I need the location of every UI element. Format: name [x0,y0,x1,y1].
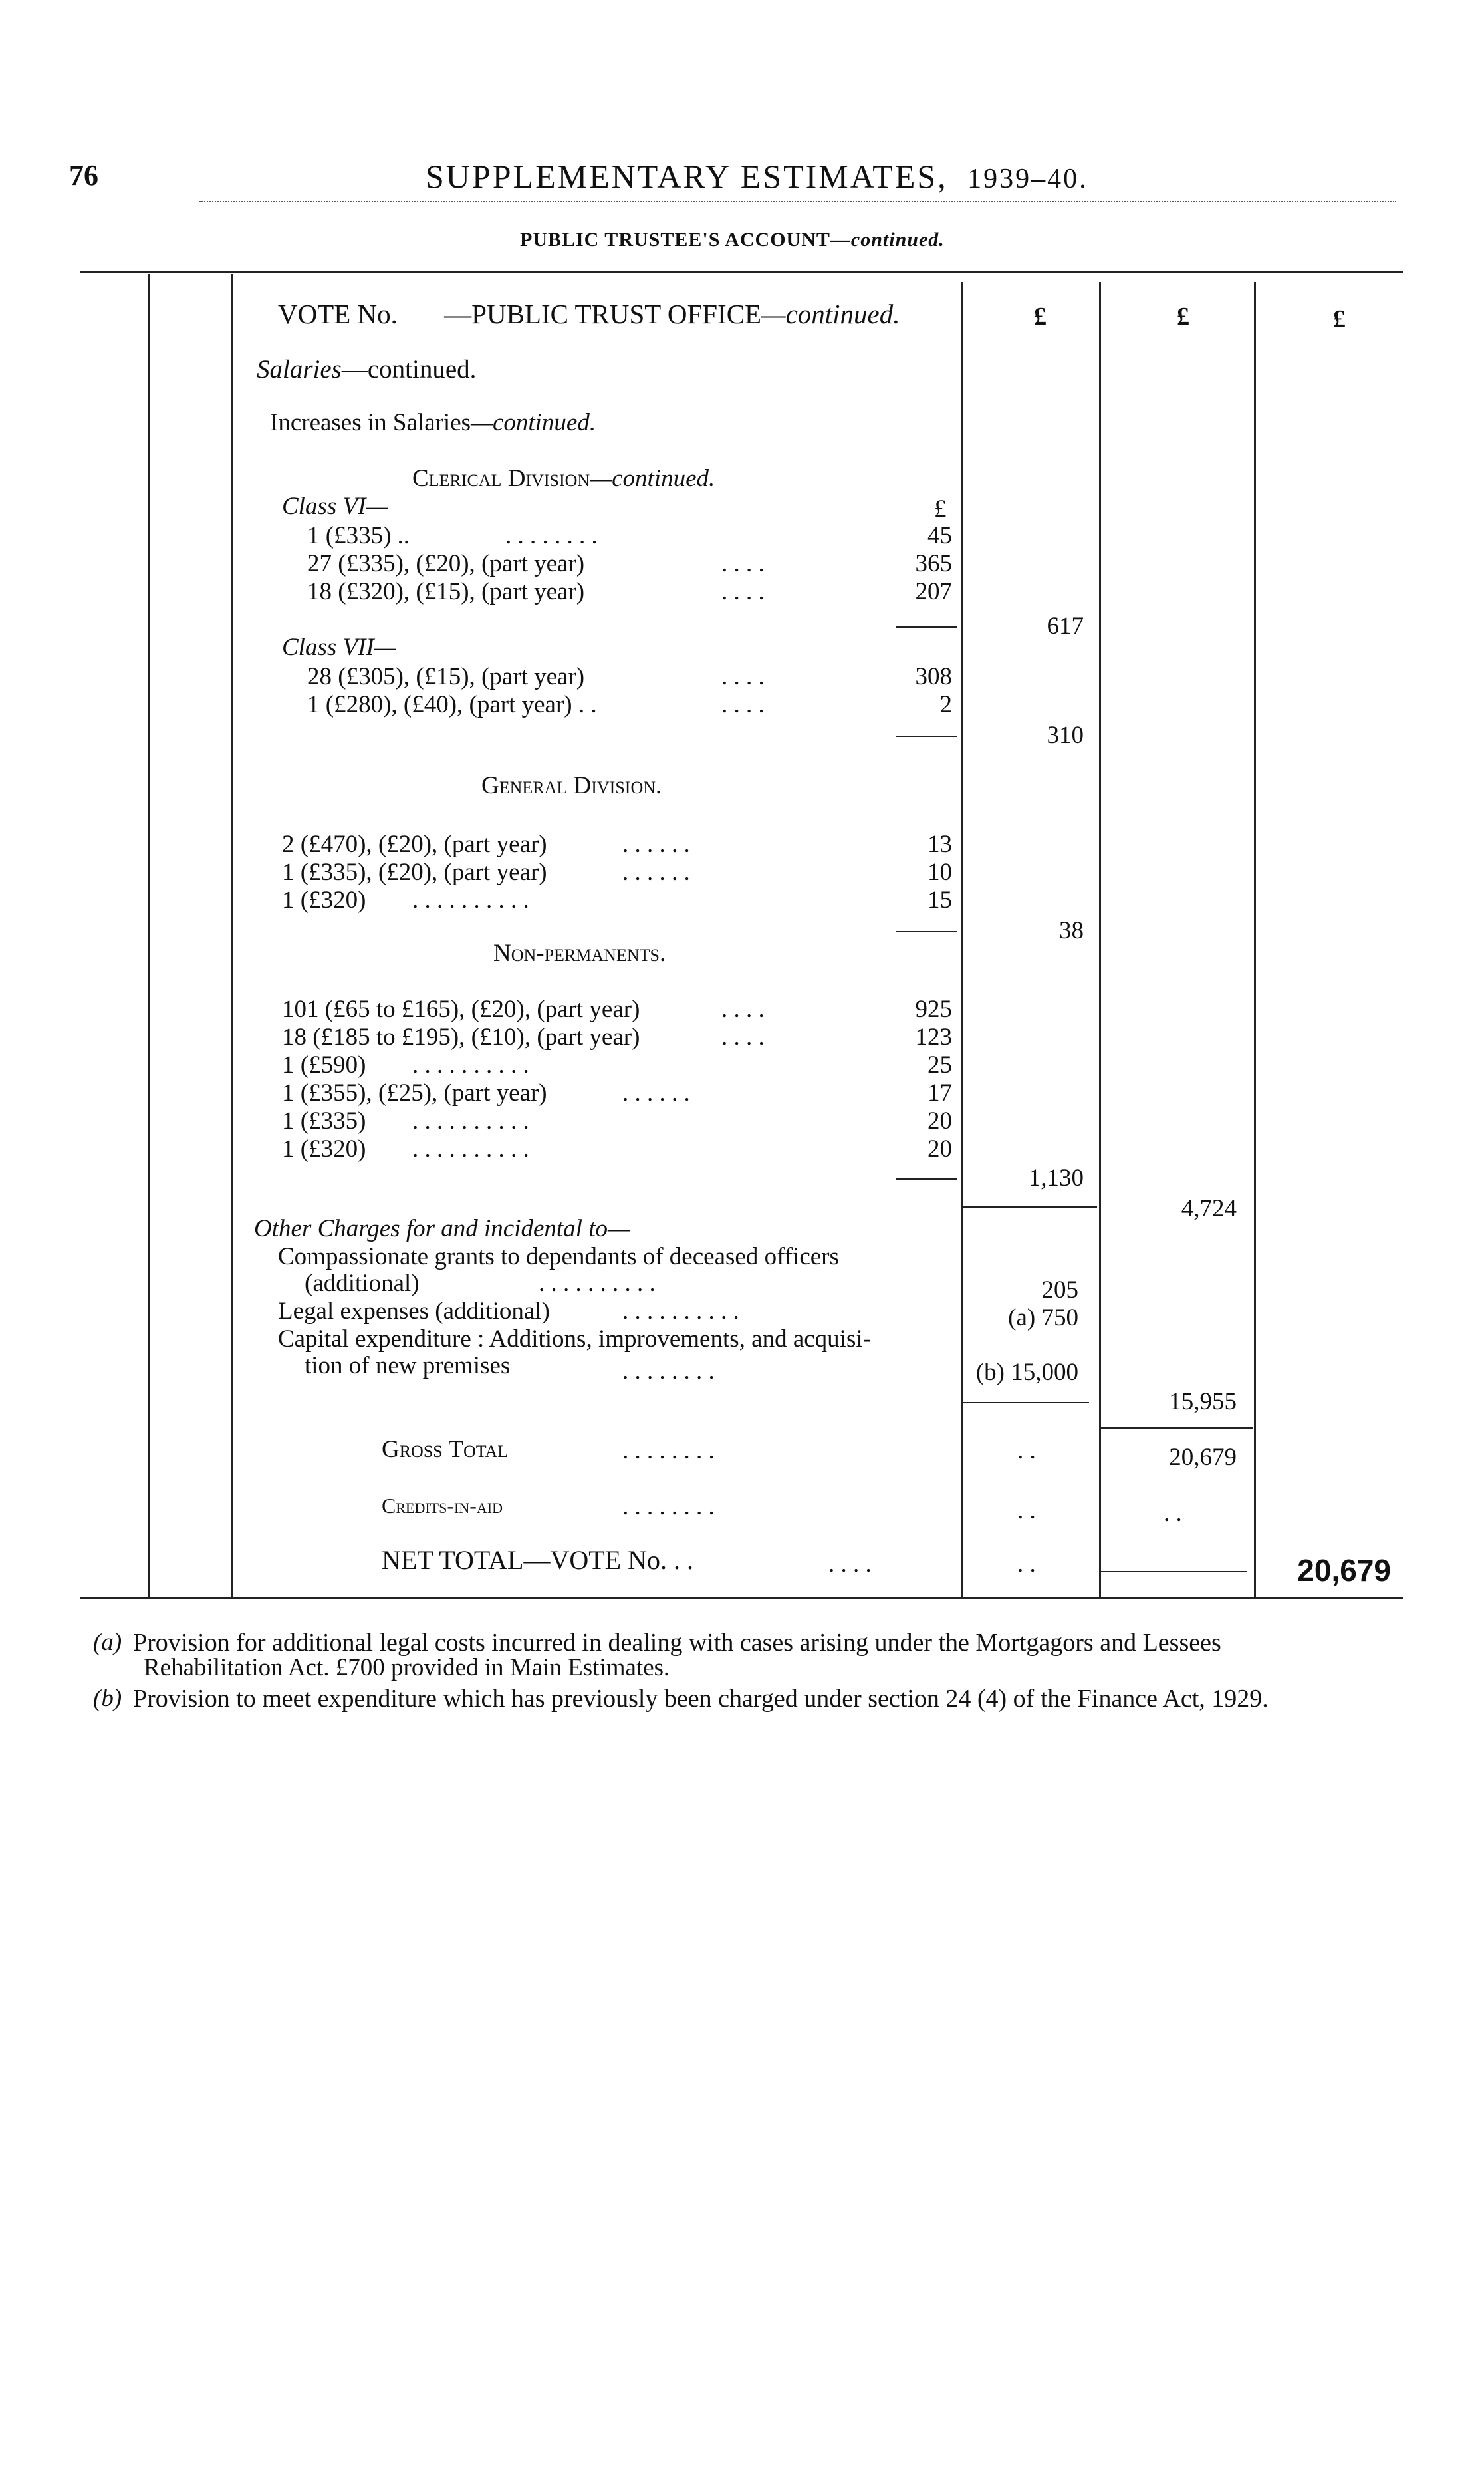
col-rule-3 [961,282,963,1597]
credits-col1: . . [1017,1497,1036,1524]
legal-label: Legal expenses (additional) [278,1298,550,1325]
other-charges-label: Other Charges for and incidental to— [254,1215,630,1242]
nonperm-item-desc: 1 (£335) [282,1107,366,1135]
footnote-a-marker: (a) [93,1629,122,1656]
nonperm-sum-rule [896,1178,957,1180]
nonperm-item-desc: 1 (£590) [282,1051,366,1079]
general-item-amount: 10 [928,859,952,886]
page-title-year: 1939–40. [967,164,1088,194]
clerical-cont: —continued. [590,465,715,492]
salaries-cont: —continued. [341,355,477,384]
general-item-amount: 15 [928,887,952,914]
nonperm-item-dots: . . . . [721,1024,765,1051]
vote-heading [278,298,900,330]
general-item-desc: 1 (£320) [282,887,366,914]
credits-col2: . . [1164,1500,1182,1527]
class6-label: Class VI— [282,493,388,520]
nonperm-item-amount: 25 [928,1051,952,1079]
credits-dots: . . . . . . . . [622,1493,715,1520]
salaries-label [257,355,476,384]
capital-amount: (b) 15,000 [975,1359,1078,1386]
footnote-a-line1: Provision for additional legal costs incurred in dealing with cases arising under the Mortgagors and Lessees [133,1629,1221,1657]
clerical-text: Clerical Division [412,465,590,492]
subtitle-main: PUBLIC TRUSTEE'S ACCOUNT [520,229,830,251]
compassionate-line2: (additional) [305,1270,420,1297]
class6-total: 617 [1047,613,1084,640]
col-rule-5 [1254,282,1256,1597]
gross-col1: . . [1017,1437,1036,1464]
nonperm-heading: Non-permanents. [493,940,666,967]
nonperm-item-amount: 17 [928,1079,952,1107]
compassionate-dots: . . . . . . . . . . [539,1270,656,1297]
class7-item-desc: 1 (£280), (£40), (part year) . . [307,691,597,718]
nonperm-item-dots: . . . . . . . . . . [412,1135,529,1163]
increases-label [270,408,596,438]
nonperm-item-desc: 101 (£65 to £165), (£20), (part year) [282,996,640,1023]
credits-label: Credits-in-aid [382,1494,503,1518]
nonperm-item-dots: . . . . . . . . . . [412,1051,529,1079]
col1-other-rule [963,1402,1089,1403]
class6-sum-rule [896,626,957,628]
class7-item-amount: 308 [915,663,952,690]
general-item-amount: 13 [928,831,952,858]
gross-total-label: Gross Total [382,1436,509,1463]
salaries-total: 4,724 [1181,1195,1237,1222]
net-total: 20,679 [1297,1553,1391,1587]
col-rule-2 [231,274,233,1597]
nonperm-item-amount: 20 [928,1107,952,1135]
class7-total: 310 [1047,722,1084,749]
col2-net-rule [1101,1571,1247,1572]
general-sum-rule [896,931,957,932]
footnote-a-line2: Rehabilitation Act. £700 provided in Main Estimates. [144,1654,670,1681]
footnote-b-marker: (b) [93,1685,122,1712]
nonperm-item-amount: 123 [915,1024,952,1051]
class7-item-desc: 28 (£305), (£15), (part year) [307,663,585,690]
general-item-desc: 2 (£470), (£20), (part year) [282,831,547,858]
gross-dots: . . . . . . . . [622,1437,715,1464]
col-rule-1 [148,274,150,1597]
class7-item-amount: 2 [939,691,952,718]
class6-item-dots: . . . . . . . . [505,522,598,549]
legal-dots: . . . . . . . . . . [622,1298,739,1325]
gross-total: 20,679 [1169,1444,1237,1471]
table-bottom-rule [80,1597,1403,1599]
other-total: 15,955 [1169,1388,1237,1415]
vote-heading-left: VOTE No. [278,299,398,329]
class7-item-dots: . . . . [721,691,765,718]
currency-col2: £ [1177,303,1189,331]
class6-item-amount: 45 [928,522,952,549]
capital-line1: Capital expenditure : Additions, improvements, and acquisi- [278,1325,871,1353]
compassionate-line1: Compassionate grants to dependants of deceased officers [278,1243,839,1270]
col1-subtotal-rule [963,1206,1097,1208]
net-dots: . . . . [828,1550,872,1578]
nonperm-item-desc: 1 (£320) [282,1135,366,1163]
increases-cont: —continued. [471,409,596,436]
net-total-label: NET TOTAL—VOTE No. . . [382,1545,693,1575]
footnote-b-line1: Provision to meet expenditure which has previously been charged under section 24 (4) of the Finance Act, 1929. [133,1685,1269,1713]
currency-col1: £ [1034,303,1047,331]
page-subtitle [520,229,945,251]
header-rule [199,201,1396,204]
nonperm-item-desc: 18 (£185 to £195), (£10), (part year) [282,1024,640,1051]
general-item-dots: . . . . . . [622,831,690,858]
increases-text: Increases in Salaries [270,409,471,436]
nonperm-total: 1,130 [1028,1165,1084,1192]
salaries-text: Salaries [257,355,342,384]
clerical-heading [412,464,715,493]
class6-item-amount: 365 [915,550,952,577]
general-item-dots: . . . . . . [622,859,690,886]
col-rule-4 [1099,282,1101,1597]
currency-col3: £ [1333,305,1346,333]
class7-label: Class VII— [282,634,396,661]
compassionate-amount: 205 [1041,1276,1078,1304]
subtitle-continued: —continued. [830,229,945,251]
nonperm-item-dots: . . . . . . [622,1079,690,1107]
nonperm-item-desc: 1 (£355), (£25), (part year) [282,1079,547,1107]
class7-sum-rule [896,736,957,737]
class6-item-dots: . . . . [721,578,765,605]
class6-item-dots: . . . . [721,550,765,577]
general-item-desc: 1 (£335), (£20), (part year) [282,859,547,886]
class7-item-dots: . . . . [721,663,765,690]
inner-currency: £ [934,495,947,523]
class6-item-desc: 18 (£320), (£15), (part year) [307,578,585,605]
nonperm-item-dots: . . . . . . . . . . [412,1107,529,1135]
table-top-rule [80,271,1403,273]
legal-amount: (a) 750 [1008,1304,1078,1331]
general-heading: General Division. [481,772,662,799]
class6-item-desc: 27 (£335), (£20), (part year) [307,550,585,577]
general-total: 38 [1059,917,1084,944]
class6-item-amount: 207 [915,578,952,605]
vote-heading-cont: —continued. [761,299,900,329]
nonperm-item-amount: 20 [928,1135,952,1163]
nonperm-item-amount: 925 [915,996,952,1023]
page-title-text: SUPPLEMENTARY ESTIMATES, [426,158,948,195]
net-col1: . . [1017,1550,1036,1578]
class6-item-desc: 1 (£335) .. [307,522,410,549]
capital-line2: tion of new premises [305,1352,511,1379]
nonperm-item-dots: . . . . [721,996,765,1023]
page-number: 76 [69,159,98,192]
col2-total-rule [1101,1427,1253,1429]
vote-heading-right: —PUBLIC TRUST OFFICE [444,299,762,329]
page-title [426,157,1088,196]
general-item-dots: . . . . . . . . . . [412,887,529,914]
capital-dots: . . . . . . . . [622,1357,715,1385]
